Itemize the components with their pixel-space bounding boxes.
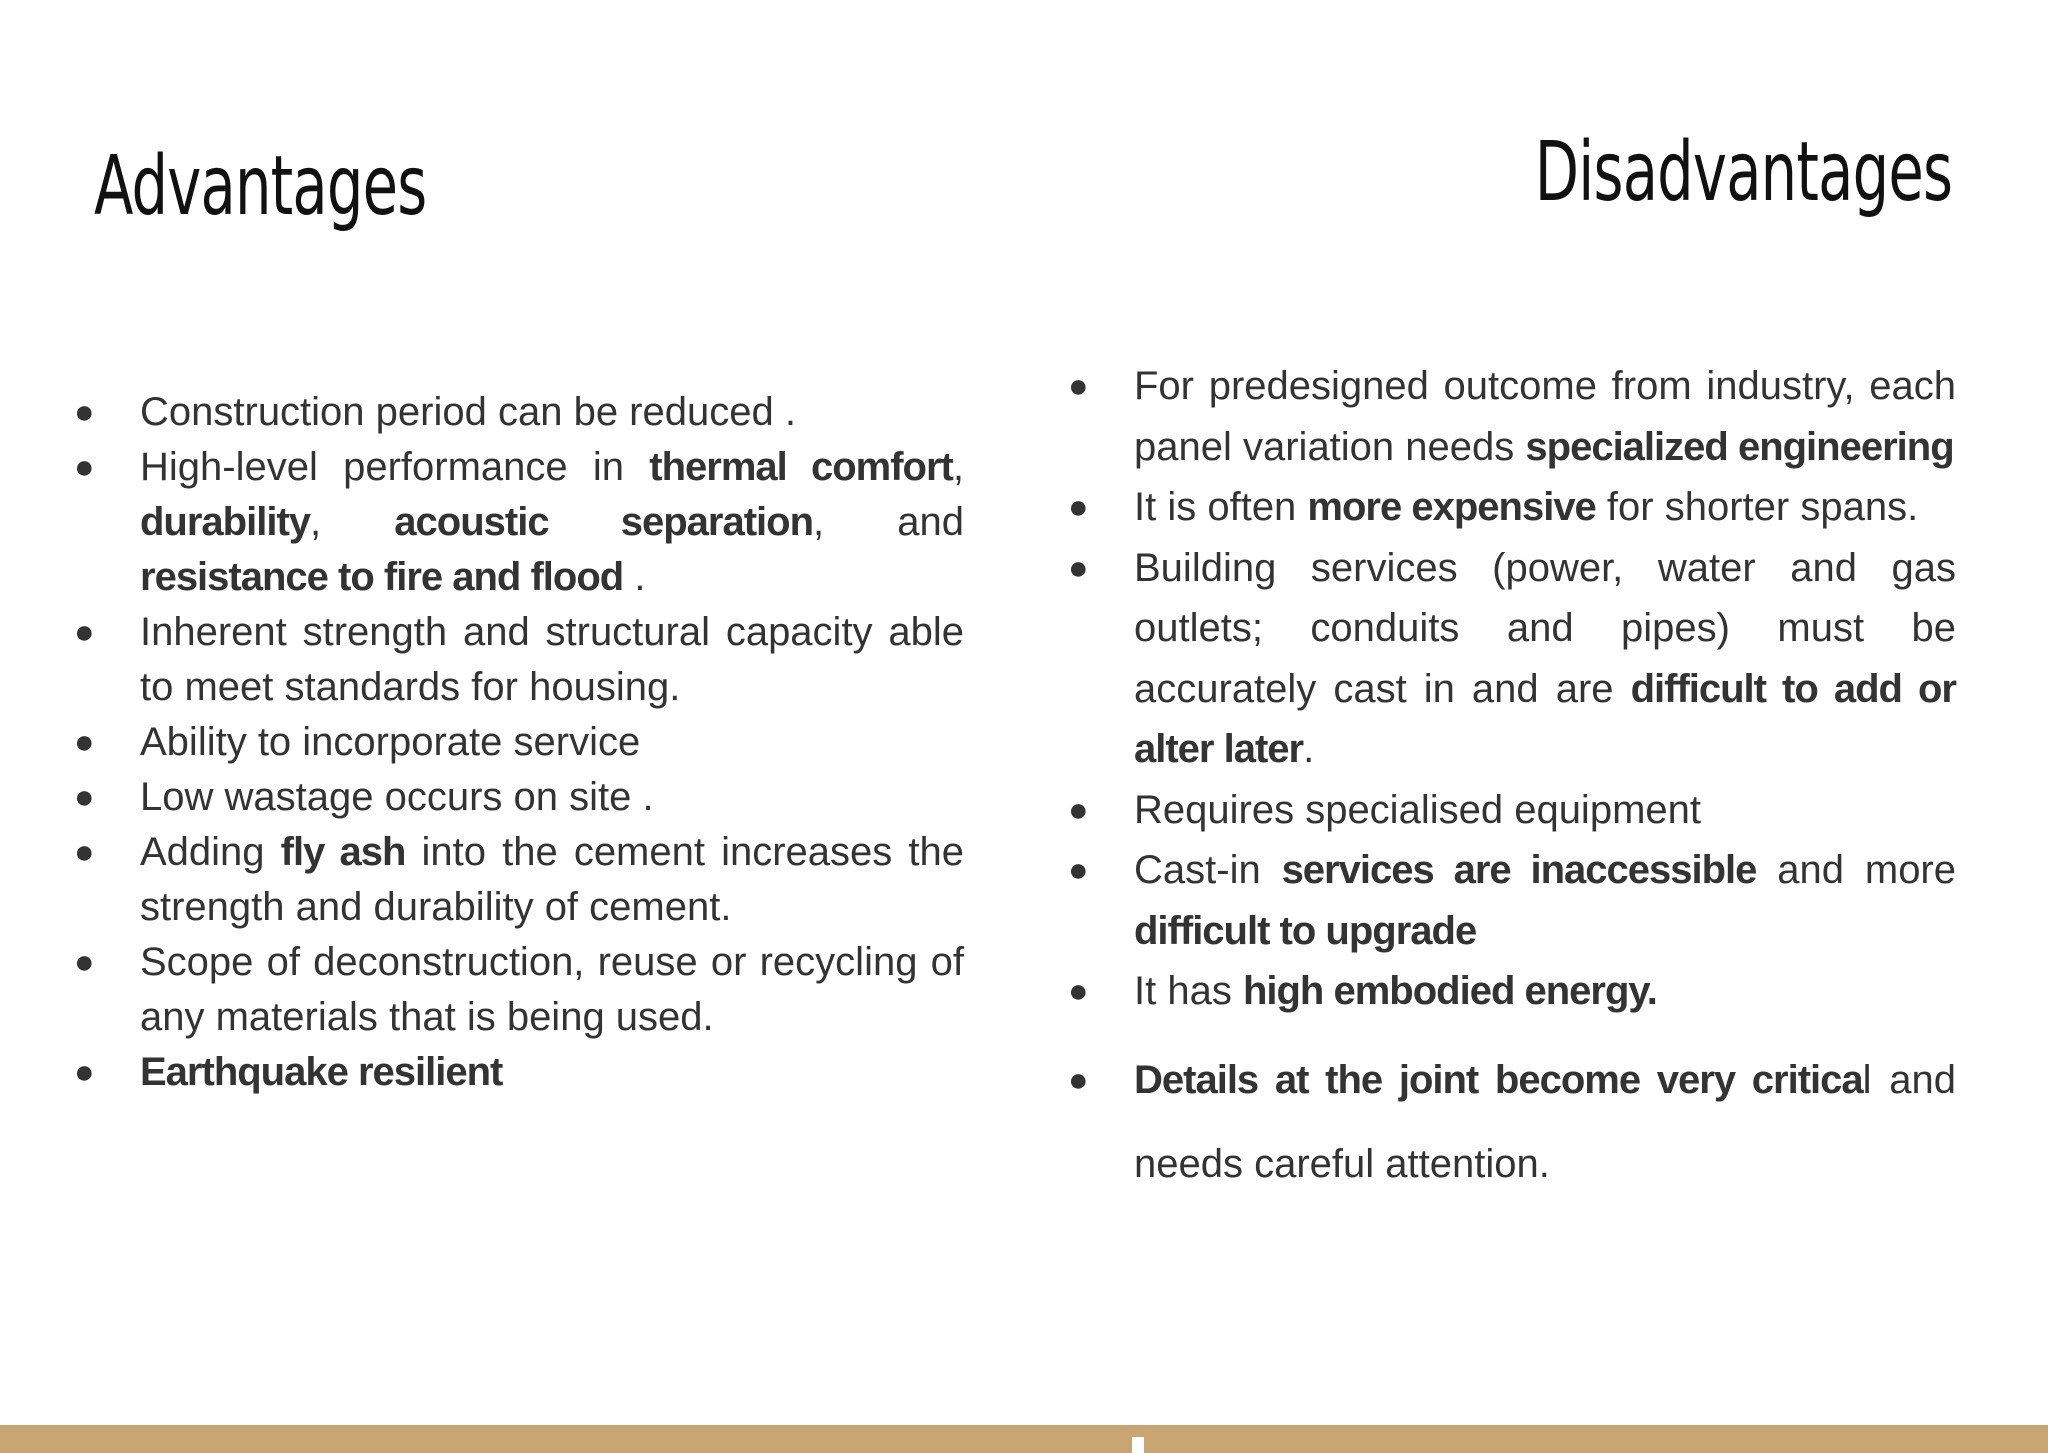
text-segment: .: [623, 555, 646, 599]
list-item: [72, 385, 964, 440]
list-item: [1066, 961, 1956, 1022]
bold-text-segment: acoustic separation: [394, 500, 814, 544]
list-item: [1066, 538, 1956, 780]
bullet-icon: ●: [74, 1053, 95, 1091]
list-item: [72, 935, 964, 1045]
list-item: [72, 440, 964, 605]
text-segment: High-level performance in: [140, 445, 650, 489]
bullet-icon: ●: [74, 833, 95, 871]
bullet-icon: ●: [1068, 851, 1089, 889]
disadvantages-heading: Disadvantages: [1534, 125, 1952, 220]
text-segment: Requires specialised equipment: [1134, 787, 1701, 832]
text-segment: and more: [1756, 848, 1957, 892]
bullet-icon: ●: [74, 943, 95, 981]
list-item: [1066, 1038, 1956, 1206]
text-segment: Adding: [140, 830, 281, 874]
text-segment: Cast-in: [1134, 848, 1282, 892]
list-item: [72, 825, 964, 935]
bullet-icon: ●: [1068, 488, 1089, 526]
list-item: [1066, 477, 1956, 538]
text-segment: for shorter spans.: [1595, 485, 1919, 529]
bullet-icon: ●: [74, 613, 95, 651]
text-segment: ,: [310, 500, 395, 544]
bullet-icon: ●: [1068, 972, 1089, 1010]
text-segment: Ability to incorporate service: [140, 720, 641, 764]
bold-text-segment: more expensive: [1307, 485, 1596, 529]
bold-text-segment: fly ash: [280, 830, 406, 874]
list-item: [72, 770, 964, 825]
bullet-icon: ●: [1068, 367, 1089, 405]
bold-text-segment: difficult to upgrade: [1134, 908, 1477, 953]
text-segment: Construction period can be reduced .: [140, 390, 796, 434]
list-item: [72, 715, 964, 770]
footer-mark: [1132, 1437, 1144, 1453]
bold-text-segment: resistance to fire and flood: [140, 555, 624, 599]
bullet-icon: ●: [74, 778, 95, 816]
bullet-icon: ●: [74, 393, 95, 431]
bullet-icon: ●: [1068, 790, 1089, 829]
bullet-icon: ●: [1068, 1060, 1089, 1099]
bold-text-segment: Details at the joint become very critica: [1134, 1057, 1863, 1102]
list-item: [1066, 356, 1956, 477]
bold-text-segment: specialized engineering: [1525, 424, 1954, 469]
text-segment: Scope of deconstruction, reuse or recycling of any materials that is being used.: [140, 940, 964, 1039]
bullet-icon: ●: [74, 448, 95, 486]
advantages-heading: Advantages: [94, 139, 427, 234]
text-segment: , and: [813, 500, 965, 544]
list-item: [1066, 840, 1956, 961]
bullet-icon: ●: [74, 723, 95, 761]
footer-bar: [0, 1425, 2048, 1453]
text-segment: into the cement increases the strength and durability of cement.: [140, 830, 965, 929]
bold-text-segment: durability: [140, 500, 311, 544]
text-segment: Low wastage occurs on site .: [140, 775, 654, 819]
text-segment: .: [1303, 727, 1315, 771]
list-item: [72, 1045, 964, 1100]
bold-text-segment: services are inaccessible: [1281, 848, 1757, 892]
text-segment: Building services (power, water and gas outlets; conduits and pipes) must be accurately cast in and are: [1134, 545, 1956, 711]
disadvantages-list: [1066, 356, 1956, 1206]
advantages-list: [72, 385, 964, 1100]
text-segment: It has: [1134, 969, 1243, 1013]
list-item: [72, 605, 964, 715]
list-item: [1066, 780, 1956, 841]
text-segment: ,: [952, 445, 964, 489]
text-segment: It is often: [1134, 485, 1308, 529]
bold-text-segment: Earthquake resilient: [140, 1050, 503, 1094]
text-segment: For predesigned outcome from industry, each panel variation needs: [1134, 364, 1956, 469]
text-segment: Inherent strength and structural capacity able to meet standards for housing.: [140, 610, 964, 709]
bold-text-segment: high embodied energy.: [1242, 969, 1657, 1013]
bold-text-segment: thermal comfort: [649, 445, 953, 489]
bullet-icon: ●: [1068, 548, 1089, 587]
text-segment: l and needs careful attention.: [1134, 1057, 1956, 1186]
bold-text-segment: difficult to add or alter later: [1134, 666, 1956, 771]
